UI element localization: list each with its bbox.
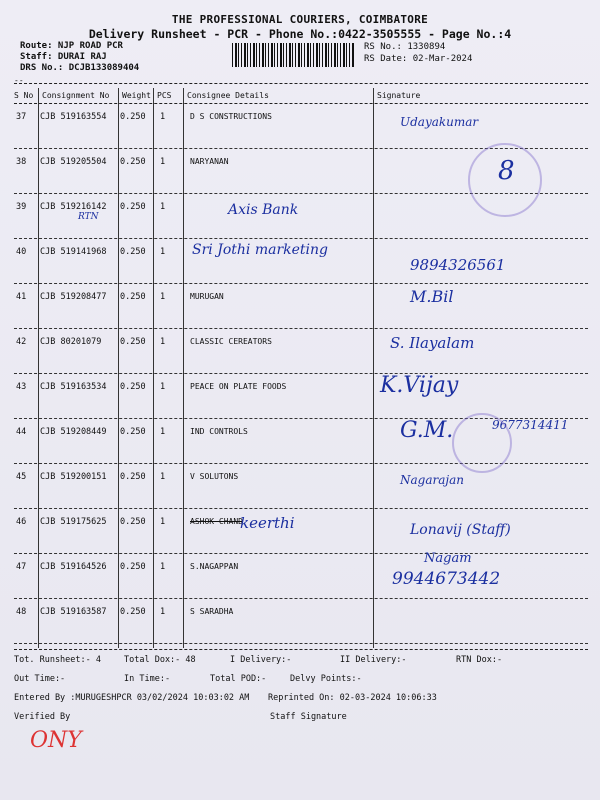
verified-by-label: Verified By	[14, 712, 71, 722]
consignment-number: CJB 519163554	[40, 112, 107, 122]
row-divider	[14, 643, 588, 644]
table-row	[14, 375, 588, 419]
handwritten-note: Axis Bank	[228, 202, 299, 218]
serial-number: 40	[16, 247, 27, 257]
serial-number: 43	[16, 382, 27, 392]
serial-number: 46	[16, 517, 27, 527]
serial-number: 38	[16, 157, 27, 167]
consignment-number: CJB 519141968	[40, 247, 107, 257]
i-delivery: I Delivery:-	[230, 655, 292, 665]
tot-runsheet: Tot. Runsheet:- 4	[14, 655, 101, 665]
company-stamp	[468, 143, 542, 217]
drs-label: DRS No.: DCJB133089404	[20, 63, 140, 73]
consignment-number: CJB 519163587	[40, 607, 107, 617]
table-row	[14, 600, 588, 644]
staff-label: Staff: DURAI RAJ	[20, 52, 107, 62]
consignment-number: CJB 519164526	[40, 562, 107, 572]
handwritten-note: 9677314411	[492, 418, 569, 432]
pcs-value: 1	[160, 562, 166, 572]
col-header-weight: Weight	[122, 91, 151, 100]
weight-value: 0.250	[120, 337, 146, 347]
table-row	[14, 551, 588, 599]
route-label: Route: NJP ROAD PCR	[20, 41, 123, 51]
handwritten-note: 9944673442	[392, 569, 501, 589]
table-row	[14, 330, 588, 374]
table-row	[14, 465, 588, 509]
handwritten-note: K.Vijay	[380, 373, 459, 398]
reprinted-on: Reprinted On: 02-03-2024 10:06:33	[268, 693, 437, 703]
consignee-name: D S CONSTRUCTIONS	[190, 112, 272, 121]
weight-value: 0.250	[120, 562, 146, 572]
row-divider	[14, 553, 588, 554]
table-row	[14, 510, 588, 554]
handwritten-note: S. Ilayalam	[390, 334, 475, 352]
col-header-sno: S No	[14, 91, 34, 100]
row-divider	[14, 328, 588, 329]
company-title: THE PROFESSIONAL COURIERS, COIMBATORE	[171, 13, 429, 26]
consignee-name: IND CONTROLS	[190, 427, 248, 436]
weight-value: 0.250	[120, 427, 146, 437]
total-dox: Total Dox:- 48	[124, 655, 196, 665]
handwritten-note: 9894326561	[410, 256, 506, 274]
consignee-name: ASHOK CHAND	[190, 517, 243, 526]
serial-number: 44	[16, 427, 27, 437]
consignee-name: CLASSIC CEREATORS	[190, 337, 272, 346]
header-divider	[14, 83, 588, 84]
rtn-dox: RTN Dox:-	[456, 655, 503, 665]
weight-value: 0.250	[120, 472, 146, 482]
rs-date: RS Date: 02-Mar-2024	[364, 54, 473, 64]
pcs-value: 1	[160, 247, 166, 257]
verified-initials: ONY	[30, 728, 82, 753]
table-row	[14, 285, 588, 329]
weight-value: 0.250	[120, 607, 146, 617]
row-divider	[14, 598, 588, 599]
col-header-consignment: Consignment No	[42, 91, 110, 100]
header-bottom-divider	[14, 103, 588, 104]
weight-value: 0.250	[120, 517, 146, 527]
dash-mark: --	[14, 76, 24, 85]
total-pod: Total POD:-	[210, 674, 267, 684]
serial-number: 39	[16, 202, 27, 212]
consignee-name: S.NAGAPPAN	[190, 562, 239, 571]
row-divider	[14, 508, 588, 509]
row-divider	[14, 238, 588, 239]
consignment-number: CJB 80201079	[40, 337, 102, 347]
weight-value: 0.250	[120, 292, 146, 302]
handwritten-note: Nagarajan	[400, 473, 464, 487]
col-header-signature: Signature	[377, 91, 421, 100]
pcs-value: 1	[160, 202, 166, 212]
pcs-value: 1	[160, 112, 166, 122]
pcs-value: 1	[160, 517, 166, 527]
in-time: In Time:-	[124, 674, 171, 684]
handwritten-note: Nagam	[424, 551, 472, 566]
pcs-value: 1	[160, 472, 166, 482]
out-time: Out Time:-	[14, 674, 66, 684]
col-header-consignee: Consignee Details	[187, 91, 269, 100]
weight-value: 0.250	[120, 202, 146, 212]
consignee-name: V SOLUTONS	[190, 472, 239, 481]
weight-value: 0.250	[120, 247, 146, 257]
barcode	[232, 43, 354, 67]
handwritten-note: Udayakumar	[400, 115, 479, 129]
delvy-points: Delvy Points:-	[290, 674, 362, 684]
table-bottom-divider	[14, 649, 588, 650]
pcs-value: 1	[160, 607, 166, 617]
entered-by: Entered By :MURUGESHPCR 03/02/2024 10:03:02 AM	[14, 693, 250, 703]
row-divider	[14, 283, 588, 284]
handwritten-note: keerthi	[240, 514, 295, 532]
company-stamp	[452, 413, 512, 473]
runsheet-title: Delivery Runsheet - PCR - Phone No.:0422-3505555 - Page No.:4	[88, 27, 512, 41]
serial-number: 42	[16, 337, 27, 347]
serial-number: 37	[16, 112, 27, 122]
consignee-name: PEACE ON PLATE FOODS	[190, 382, 287, 391]
staff-signature-label: Staff Signature	[270, 712, 347, 722]
consignee-name: S SARADHA	[190, 607, 234, 616]
pcs-value: 1	[160, 427, 166, 437]
serial-number: 45	[16, 472, 27, 482]
row-divider	[14, 373, 588, 374]
serial-number: 47	[16, 562, 27, 572]
consignment-number: CJB 519205504	[40, 157, 107, 167]
handwritten-note: G.M.	[400, 418, 454, 443]
handwritten-note: 8	[498, 156, 515, 186]
pcs-value: 1	[160, 382, 166, 392]
consignment-number: CJB 519163534	[40, 382, 107, 392]
consignment-number: CJB 519208449	[40, 427, 107, 437]
serial-number: 48	[16, 607, 27, 617]
consignment-number: CJB 519175625	[40, 517, 107, 527]
pcs-value: 1	[160, 157, 166, 167]
handwritten-note: M.Bil	[410, 287, 454, 306]
handwritten-note: Sri Jothi marketing	[192, 242, 328, 258]
handwritten-note: RTN	[78, 212, 99, 222]
ii-delivery: II Delivery:-	[340, 655, 407, 665]
weight-value: 0.250	[120, 112, 146, 122]
consignment-number: CJB 519200151	[40, 472, 107, 482]
consignee-name: MURUGAN	[190, 292, 224, 301]
rs-number: RS No.: 1330894	[364, 42, 446, 52]
serial-number: 41	[16, 292, 27, 302]
consignee-name: NARYANAN	[190, 157, 229, 166]
col-header-pcs: PCS	[157, 91, 172, 100]
pcs-value: 1	[160, 292, 166, 302]
table-row	[14, 240, 588, 284]
consignment-number: CJB 519216142	[40, 202, 107, 212]
pcs-value: 1	[160, 337, 166, 347]
weight-value: 0.250	[120, 157, 146, 167]
consignment-number: CJB 519208477	[40, 292, 107, 302]
handwritten-note: Lonavij (Staff)	[410, 522, 511, 538]
weight-value: 0.250	[120, 382, 146, 392]
